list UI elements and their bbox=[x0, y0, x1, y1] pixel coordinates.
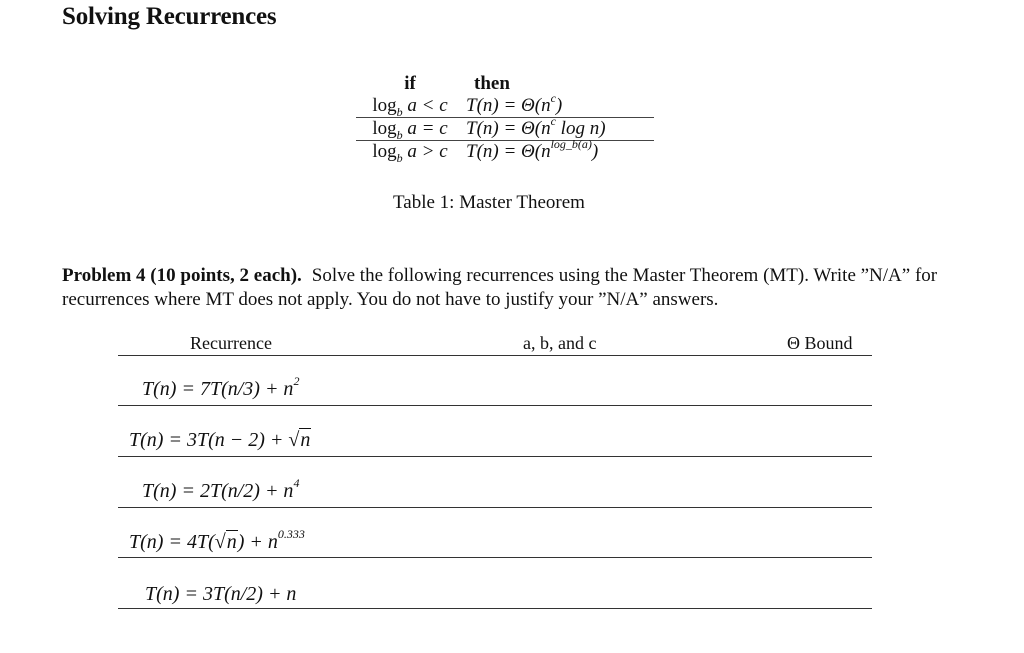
col-recurrence-header: Recurrence bbox=[190, 333, 272, 353]
problem-text: Solve the following recurrences using the Master Theorem (MT). Write ”N/A” for recurrences where MT does not apply. You do not have to justify your ”N/A” answers. bbox=[62, 265, 938, 310]
sqrt: √n bbox=[214, 531, 237, 553]
then-result: $T(n) = \Theta(n^c)$ bbox=[466, 90, 563, 116]
master-table-row bbox=[356, 113, 654, 142]
problem-heading: Problem 4 (10 points, 2 each). bbox=[62, 265, 302, 286]
col-then-header: then bbox=[474, 73, 510, 94]
master-table-row bbox=[356, 136, 654, 165]
table-caption: Table 1: Master Theorem bbox=[393, 192, 585, 213]
page-title: Solving Recurrences bbox=[62, 3, 277, 30]
recurrence-5: T(n) = 3T(n/2) + n bbox=[145, 583, 297, 605]
problem-statement bbox=[62, 264, 962, 312]
master-table-row bbox=[356, 90, 654, 119]
sqrt: √n bbox=[288, 429, 311, 451]
col-abc-header: a, b, and c bbox=[523, 333, 597, 353]
then-result: $T(n) = \Theta(n^{log\_b(a)})$ bbox=[466, 136, 599, 162]
row-rule bbox=[118, 456, 872, 457]
col-bound-header: Θ Bound bbox=[787, 333, 853, 353]
recurrence-4: $T(n) = 4T(√n) + n^{0.333}$ bbox=[129, 527, 305, 553]
master-table-header bbox=[356, 73, 654, 95]
row-rule bbox=[118, 405, 872, 406]
recurrence-3: $T(n) = 2T(n/2) + n^4$ bbox=[142, 476, 300, 502]
row-rule bbox=[118, 608, 872, 609]
col-if-header: if bbox=[404, 73, 416, 94]
recurrence-2: T(n) = 3T(n − 2) + √n bbox=[129, 429, 311, 451]
if-condition: $\log_b a > c$ bbox=[372, 141, 448, 165]
master-theorem-table bbox=[356, 73, 654, 163]
row-rule bbox=[118, 557, 872, 558]
if-condition: $\log_b a < c$ bbox=[372, 95, 448, 119]
if-condition: $\log_b a = c$ bbox=[372, 118, 448, 142]
row-rule bbox=[118, 507, 872, 508]
table-header-rule bbox=[118, 355, 872, 356]
recurrence-1: $T(n) = 7T(n/3) + n^2$ bbox=[142, 374, 300, 400]
then-result: $T(n) = \Theta(n^c$ log n) bbox=[466, 113, 606, 139]
